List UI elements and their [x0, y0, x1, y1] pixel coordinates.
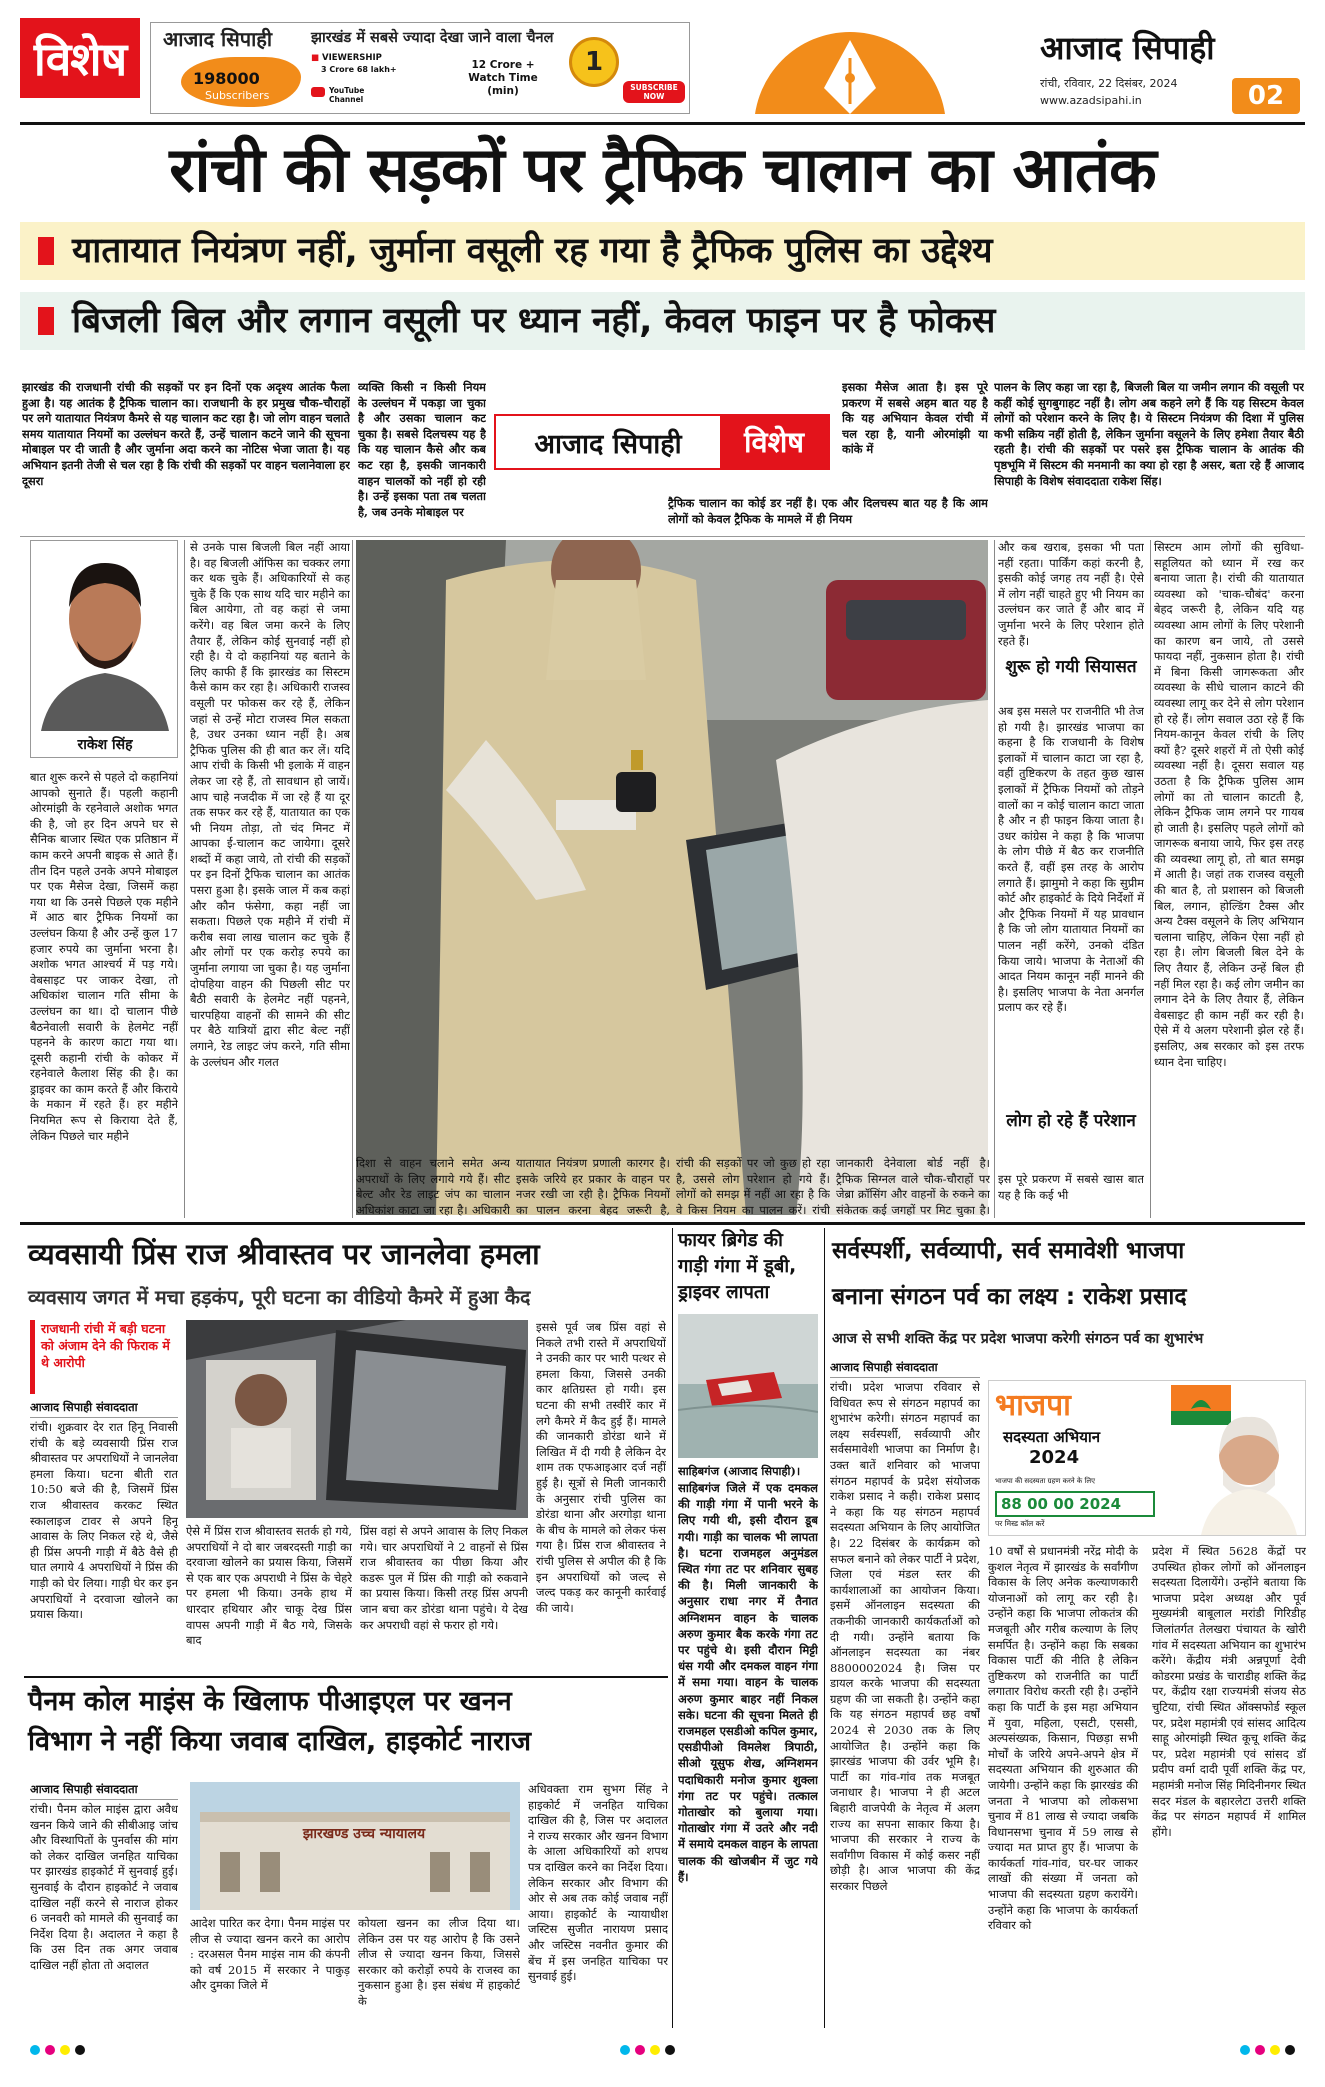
- prince-deck: व्यवसाय जगत में मचा हड़कंप, पूरी घटना का वीडियो कैमरे में हुआ कैद: [28, 1286, 531, 1309]
- prince-headline: व्यवसायी प्रिंस राज श्रीवास्तव पर जानलेवा हमला: [28, 1237, 540, 1271]
- bjp-deck: आज से सभी शक्ति केंद्र पर प्रदेश भाजपा करेगी संगठन पर्व का शुभारंभ: [832, 1331, 1204, 1347]
- lead-intro-4: इसका मैसेज आता है। इस पूरे प्रकरण में सबसे अहम बात यह है कि यह अभियान केवल रांची में चल रहा है, यानी ओरमांझी या कांके में: [842, 380, 988, 457]
- prince-photo: [186, 1320, 528, 1518]
- pen-nib-icon: [740, 18, 960, 114]
- bjp-ad-footer: पर मिस्ड कॉल करें: [995, 1519, 1045, 1528]
- lead-col-d: यातायात नियंत्रण प्रणाली कारगर है। इसके जरिये हर प्रकार के वाहन पर नजर रखी जा रही है। ट्रैफिक नियमों का पालन करना बेहद जरूरी है,: [516, 1156, 670, 1217]
- lead-intro-1: झारखंड की राजधानी रांची की सड़कों पर इन दिनों एक अदृश्य आतंक फैला हुआ है। यह आतंक है ट्रैफिक चालान का। राजधानी के हर प्रमुख चौक-चौराहों पर लगे यातायात नियंत्रण कैमरे से यह चालान कट रहा है। जो लोग वाहन चलाते समय यातायात नियमों का उल्लंघन करते हैं, उन्हें चालान कटने जाने की सूचना मोबाइल पर दी जाती है और जुर्माना अदा करने का नोटिस भेजा जाता है। यह अभियान इतनी तेजी से चल रहा है कि रांची की सड़कों पर वाहन चलानेवाला हर दूसरा: [22, 380, 350, 488]
- mines-headline-1: पैनम कोल माइंस के खिलाफ पीआइएल पर खनन: [28, 1686, 512, 1717]
- lead-photo: [356, 540, 988, 1215]
- bjp-ad-small: भाजपा की सदस्यता ग्रहण करने के लिए: [995, 1477, 1095, 1485]
- mines-col-2: आदेश पारित कर देगा। पैनम माइंस पर लीज से ज्यादा खनन करने का आरोप : दरअसल पैनम माइंस नाम की कंपनी को वर्ष 2015 में सरकार ने पाकुड़ और दुमका जिले में: [190, 1916, 350, 1993]
- bjp-ad-year: 2024: [1029, 1447, 1080, 1468]
- bjp-headline-1: सर्वस्पर्शी, सर्वव्यापी, सर्व समावेशी भाजपा: [832, 1238, 1185, 1264]
- bjp-ad-brand: भाजपा: [995, 1388, 1071, 1423]
- bjp-col-1: रांची। प्रदेश भाजपा रविवार से विधिवत रूप से संगठन महापर्व का शुभारंभ करेगी। संगठन महापर्व का लक्ष्य सर्वस्पर्शी, सर्वव्यापी और सर्वसमावेशी भाजपा का निर्माण है। उक्त बातें शनिवार को भाजपा संगठन महापर्व के प्रदेश संयोजक राकेश प्रसाद ने कही। राकेश प्रसाद ने कहा कि यह संगठन महापर्व सदस्यता अभियान के लिए आयोजित है। 22 दिसंबर के कार्यक्रम को सफल बनाने को लेकर पार्टी ने प्रदेश, जिला एवं मंडल स्तर की कार्यशालाओं का आयोजन किया। इसमें ऑनलाइन सदस्यता की तकनीकी जानकारी कार्यकर्ताओं को दी गयी। उन्होंने बताया कि ऑनलाइन सदस्यता का नंबर 8800002024 है। जिस पर डायल करके भाजपा की सदस्यता ग्रहण की जा सकती है। उन्होंने कहा कि यह संगठन महापर्व छह वर्षों 2024 से 2030 तक के लिए आयोजित है। उन्होंने कहा कि झारखंड भाजपा की उर्वर भूमि है। पार्टी का गांव-गांव तक मजबूत जनाधार है। भाजपा ने ही अटल बिहारी वाजपेयी के नेतृत्व में अलग राज्य का सपना साकार किया है। भाजपा की सरकार ने राज्य के सर्वांगीण विकास में कोई कसर नहीं छोड़ी है। आज भाजपा की केंद्र सरकार पिछले: [830, 1380, 980, 1893]
- prince-col-3: प्रिंस वहां से अपने आवास के लिए निकल गये। चार अपराधियों ने 2 वाहनों से प्रिंस राज श्रीवास्तव का पीछा किया और कडरू पुल में प्रिंस की गाड़ी को रुकवाने का प्रयास किया। किसी तरह प्रिंस अपनी जान बचा कर डोरंडा थाना पहुंचे। ये देख कर अपराधी वहां से फरार हो गये।: [360, 1524, 528, 1632]
- prince-callout-text: राजधानी रांची में बड़ी घटना को अंजाम देने की फिराक में थे आरोपी: [41, 1321, 170, 1370]
- registration-dots-icon: [30, 2040, 90, 2059]
- fire-dateline: साहिबगंज (आजाद सिपाही)।: [678, 1464, 801, 1478]
- prince-byline: आजाद सिपाही संवाददाता: [30, 1400, 178, 1418]
- badge-name: आजाद सिपाही: [534, 428, 682, 460]
- ad-youtube-label: YouTube Channel: [329, 86, 365, 104]
- lead-col-h: सिस्टम आम लोगों की सुविधा-सहूलियत को ध्यान में रख कर बनाया जाता है। रांची की यातायात व्यवस्था को 'चाक-चौबंद' करना बेहद जरूरी है, लेकिन यदि यह व्यवस्था आम लोगों के लिए परेशानी का कारण बन जाये, तो उससे फायदा नहीं, नुकसान होता है। रांची में बिना किसी जागरूकता और व्यवस्था के सीधे चालान काटने की व्यवस्था लागू कर देने से लोग परेशान हो रहे हैं। लोग सवाल उठा रहे हैं कि नियम-कानून केवल रांची के लिए क्यों है? दूसरे शहरों में तो ऐसी कोई व्यवस्था नहीं है। दूसरा सवाल यह उठता है कि ट्रैफिक पुलिस आम लोगों का तो चालान काटती है, लेकिन ट्रैफिक जाम लगने पर गायब हो जाती है। इसलिए पहले लोगों को जागरूक बनाया जाये, फिर इस तरह की व्यवस्था लागू हो, तो बात समझ में आती है। जहां तक राजस्व वसूली की बात है, तो प्रशासन को बिजली बिल, लगान, होल्डिंग टैक्स और अन्य टैक्स वसूलने के लिए अभियान चलाना चाहिए, लेकिन ऐसा नहीं हो रहा है। लोग बिजली बिल देने के लिए तैयार हैं, लेकिन उन्हें बिल ही नहीं मिल रहा है। कई लोग जमीन का लगान देने के लिए तैयार हैं, लेकिन वेबसाइट ही काम नहीं कर रही है। ऐसे में ये अलग परेशानी झेल रहे हैं। इसलिए, अब सरकार को इस तरफ ध्यान देना चाहिए।: [1154, 540, 1304, 1069]
- ad-viewership-value: 3 Crore 68 lakh+: [321, 65, 397, 74]
- subhead-politics: शुरू हो गयी सियासत: [1005, 657, 1137, 677]
- page-number: 02: [1232, 78, 1300, 114]
- bjp-col-2: 10 वर्षों से प्रधानमंत्री नरेंद्र मोदी के कुशल नेतृत्व में झारखंड के सर्वांगीण विकास के लिए अनेक कल्याणकारी योजनाओं को लागू कर रही है। उन्होंने कहा कि भाजपा लोकतंत्र की मजबूती और गरीब कल्याण के लिए समर्पित है। उन्होंने कहा कि सबका विकास पार्टी की नीति है लेकिन तुष्टिकरण को राजनीति का पार्टी लगातार विरोध करती रही है। उन्होंने कहा कि पार्टी के इस महा अभियान में युवा, महिला, एसटी, एससी, अल्पसंख्यक, किसान, पिछड़ा सभी मोर्चों के जरिये अपने-अपने क्षेत्र में सदस्यता अभियान की शुरुआत की जायेगी। उन्होंने कहा कि झारखंड की जनता ने भाजपा को लोकसभा चुनाव में 81 लाख से ज्यादा जबकि विधानसभा चुनाव में 59 लाख से ज्यादा मत प्राप्त हुए हैं। भाजपा के कार्यकर्ता गांव-गांव, घर-घर जाकर लाखों की संख्या में जनता को भाजपा की सदस्यता ग्रहण करायेंगे। उन्होंने कहा कि भाजपा के कार्यकर्ता रविवार को: [988, 1544, 1138, 1933]
- bjp-ad-number[interactable]: 88 00 00 2024: [995, 1491, 1155, 1517]
- bjp-ad-title: सदस्यता अभियान: [1003, 1428, 1101, 1446]
- date-line: रांची, रविवार, 22 दिसंबर, 2024: [1040, 77, 1178, 90]
- lead-col-g3: इस पूरे प्रकरण में सबसे खास बात यह है कि कई भी: [998, 1172, 1144, 1202]
- bullet-icon: [38, 237, 54, 265]
- lead-col-a: बात शुरू करने से पहले दो कहानियां आपको सुनाते हैं। पहली कहानी ओरमांझी के रहनेवाले अशोक भगत की है, जो हर दिन अपने घर से सैनिक बाजार स्थित एक प्रतिष्ठान में काम करने अपनी बाइक से आते हैं। तीन दिन पहले उनके अपने मोबाइल पर एक मैसेज देखा, जिसमें कहा गया था कि उनसे पिछले एक महीने में आठ बार ट्रैफिक नियमों का उल्लंघन किया है और उन्हें कुल 17 हजार रुपये का जुर्माना भरना है। अशोक भगत आश्चर्य में पड़ गये। वेबसाइट पर जाकर देखा, तो अधिकांश चालान गति सीमा के उल्लंघन का था। दो चालान पीछे बैठनेवाली सवारी के हेलमेट नहीं पहनने के कारण काटा गया था। दूसरी कहानी रांची के कोकर में रहनेवाले कैलाश सिंह की है। का ड्राइवर का काम करते हैं और किराये के मकान में रहते हैं। हर महीने नियमित रूप से किराया देते हैं, लेकिन पिछले चार महीने: [30, 770, 178, 1143]
- lead-col-b: से उनके पास बिजली बिल नहीं आया है। वह बिजली ऑफिस का चक्कर लगा कर थक चुके हैं। अधिकारियों से कह चुके हैं कि एक साथ यदि चार महीने का बिल आयेगा, तो वह कहां से जमा करेंगे। वह बिल जमा करने के लिए तैयार हैं, लेकिन कोई सुनवाई नहीं हो रही है। ये दो कहानियां यह बताने के लिए काफी हैं कि झारखंड का सिस्टम कैसे काम कर रहा है। अधिकारी राजस्व वसूली पर फोकस कर रहे हैं, लेकिन जहां से उन्हें मोटा राजस्व मिल सकता है, उधर उनका ध्यान नहीं है। अब ट्रैफिक पुलिस की ही बात कर लें। यदि आप रांची के किसी भी इलाके में वाहन लेकर जा रहे हैं, तो सावधान हो जायें। आप चाहे नजदीक में जा रहे हैं या दूर तक सफर कर रहे हैं, यातायात का एक भी नियम तोड़ा, तो चंद मिनट में आपका ई-चालान कट जायेगा। दूसरे शब्दों में कहा जाये, तो रांची की सड़कों पर इन दिनों ट्रैफिक चालान का आतंक पसरा हुआ है। इसके जाल में कब कहां और कौन फंसेगा, कहा नहीं जा सकता। पिछले एक महीने में रांची में करीब सवा लाख चालान कट चुके हैं और लोगों पर एक करोड़ रुपये का जुर्माना लगाया जा चुका है। यह जुर्माना दोपहिया वाहन की पिछली सीट पर बैठी सवारी के हेलमेट नहीं पहनने, चारपहिया वाहनों की सामने की सीट पर बैठे यात्रियों द्वारा सीट बेल्ट नहीं लगाने, रेड लाइट जंप करने, गति सीमा के उल्लंघन और गलत: [190, 540, 350, 1069]
- lead-intro-2b: [492, 496, 662, 532]
- subhead-people: लोग हो रहे हैं परेशान: [1006, 1111, 1136, 1131]
- lead-intro-2: व्यक्ति किसी न किसी नियम के उल्लंघन में पकड़ा जा चुका है और उसका चालान कट चुका है। सबसे दिलचस्प यह है कि यह चालान कैसे और कब कट रहा है, इसकी जानकारी वाहन चालकों को नहीं हो रही है। उन्हें इसका पता तब चलता है, जब उनके मोबाइल पर: [358, 380, 486, 519]
- lead-col-g1: और कब खराब, इसका भी पता नहीं रहता। पार्किंग कहां करनी है, इसकी कोई जगह तय नहीं है। ऐसे में लोग नहीं चाहते हुए भी नियम का उल्लंघन कर जाते हैं और बाद में जुर्माना भरने के लिए परेशान होते रहते हैं।: [998, 540, 1144, 648]
- lead-col-g2: अब इस मसले पर राजनीति भी तेज हो गयी है। झारखंड भाजपा का कहना है कि राजधानी के विशेष इलाकों में चालान काटा जा रहा है, वहीं तुष्टिकरण के तहत कुछ खास इलाकों में ट्रैफिक नियमों को तोड़ने वालों का न कोई चालान काटा जाता है और न ही फाइन किया जाता है। उधर कांग्रेस ने कहा है कि भाजपा के लोग पीछे में बैठ कर राजनीति करते हैं, वहीं इस तरह के आरोप लगाते हैं। झामुमो ने कहा कि सुप्रीम कोर्ट और हाइकोर्ट के दिये निर्देशों में और ट्रैफिक नियमों में यह प्रावधान है कि जो लोग यातायात नियमों का पालन नहीं करेंगे, उनको दंडित किया जाये। भाजपा के नेताओं की आदत नियम कानून नहीं मानने की है। इसलिए भाजपा के नेता अनर्गल प्रलाप कर रहे हैं।: [998, 704, 1144, 1015]
- prince-col-2: ऐसे में प्रिंस राज श्रीवास्तव सतर्क हो गये, अपराधियों ने दो बार जबरदस्ती गाड़ी का दरवाजा खोलने का प्रयास किया, जिसमें से एक बार एक अपराधी ने प्रिंस के चेहरे पर हमला भी किया। उनके हाथ में धारदार हथियार और चाकू देख प्रिंस वापस अपनी गाड़ी में बैठ गये, जिसके बाद: [186, 1524, 352, 1648]
- mines-photo: [190, 1782, 520, 1910]
- ad-subscriber-count: 198000: [193, 69, 260, 88]
- bjp-headline-2: बनाना संगठन पर्व का लक्ष्य : राकेश प्रसाद: [832, 1284, 1187, 1310]
- fire-text: साहिबगंज जिले में एक दमकल की गाड़ी गंगा में पानी भरने के लिए गयी थी, इसी दौरान डूब गयी। गाड़ी का चालक भी लापता है। घटना राजमहल अनुमंडल स्थित गंगा तट पर शनिवार सुबह की है। मिली जानकारी के अनुसार राधा नगर में तैनात अग्निशमन वाहन के चालक अरुण कुमार बैक करके गंगा तट पर पहुंचे थे। इसी दौरान मिट्टी धंस गयी और दमकल वाहन गंगा में समा गया। वाहन के चालक अरुण कुमार बाहर नहीं निकल सके। घटना की सूचना मिलते ही राजमहल एसडीओ कपिल कुमार, एसडीपीओ विमलेश त्रिपाठी, सीओ यूसुफ शेख, अग्निशमन पदाधिकारी मनोज कुमार शुक्ला गंगा तट पर पहुंचे। तत्काल गोताखोर को बुलाया गया। गोताखोर गंगा में उतरे और नदी में समाये दमकल वाहन के लापता चालक की खोजबीन में जुट गये हैं।: [678, 1481, 818, 1884]
- lead-deck-2: [20, 292, 1305, 350]
- fire-headline: फायर ब्रिगेड की गाड़ी गंगा में डूबी, ड्राइवर लापता: [678, 1230, 797, 1303]
- website-url[interactable]: www.azadsipahi.in: [1040, 94, 1142, 107]
- lotus-icon: [1171, 1385, 1301, 1535]
- paper-name: आजाद सिपाही: [1040, 29, 1215, 67]
- bjp-byline: आजाद सिपाही संवाददाता: [830, 1360, 980, 1378]
- deck-2-text: बिजली बिल और लगान वसूली पर ध्यान नहीं, केवल फाइन पर है फोकस: [72, 301, 996, 341]
- registration-dots-icon: [620, 2040, 680, 2059]
- registration-dots-icon: [1240, 2040, 1300, 2059]
- author-photo: [30, 540, 178, 758]
- lead-intro-3: ट्रैफिक चालान का कोई डर नहीं है। एक और दिलचस्प बात यह है कि आम लोगों को केवल ट्रैफिक के मामले में ही नियम: [668, 496, 988, 526]
- ad-watch-time: 12 Crore + Watch Time (min): [468, 59, 538, 97]
- lead-headline: रांची की सड़कों पर ट्रैफिक चालान का आतंक: [169, 133, 1156, 206]
- mines-col-1: रांची। पैनम कोल माइंस द्वारा अवैध खनन किये जाने की सीबीआइ जांच और विस्थापितों के पुनर्वास की मांग को लेकर दाखिल जनहित याचिका पर झारखंड हाइकोर्ट में सुनवाई हुई। सुनवाई के दौरान हाइकोर्ट ने जवाब दाखिल नहीं करने से नाराज होकर 6 जनवरी को मामले की सुनवाई का निर्देश दिया है। अदालत ने कहा है कि उस दिन तक अगर जवाब दाखिल नहीं होता तो अदालत: [30, 1802, 178, 1972]
- bullet-icon: [38, 307, 54, 335]
- author-name: राकेश सिंह: [31, 731, 178, 758]
- rank-badge-icon: [569, 37, 619, 87]
- prince-col-1: रांची। शुक्रवार देर रात हिनू निवासी रांची के बड़े व्यवसायी प्रिंस राज श्रीवास्तव पर अपराधियों ने जानलेवा हमला किया। घटना बीती रात 10:50 बजे की है, जिसमें प्रिंस राज श्रीवास्तव करकट स्थित स्कालाइज टावर से अपने हिनू आवास के लिए निकल रहे थे, जैसे ही प्रिंस अपनी गाड़ी में बैठे वैसे ही घात लगाये 4 अपराधियों ने प्रिंस की गाड़ी को घेर लिया। गाड़ी घेर कर इन अपराधियों ने दरवाजा खोलने का प्रयास किया।: [30, 1420, 178, 1622]
- special-badge: [494, 414, 830, 470]
- bjp-col-3: प्रदेश में स्थित 5628 केंद्रों पर उपस्थित होकर लोगों को ऑनलाइन सदस्यता दिलायेंगे। उन्होंने बताया कि भाजपा प्रदेश अध्यक्ष और पूर्व मुख्यमंत्री बाबूलाल मरांडी गिरिडीह जिलांतर्गत तेलखरा पंचायत के खोरी गांव में सदस्यता अभियान का शुभारंभ करेंगे। केंद्रीय मंत्री अन्नपूर्णा देवी कोडरमा प्रखंड के चाराडीह शक्ति केंद्र पर, केंद्रीय रक्षा राज्यमंत्री संजय सेठ चुटिया, रांची स्थित ऑक्सफोर्ड स्कूल पर, प्रदेश महामंत्री एवं सांसद आदित्य साहू ओरमांझी स्थित कूचू शक्ति केंद्र पर, प्रदेश महामंत्री एवं सांसद डॉ प्रदीप वर्मा दादी पूर्वी शक्ति केंद्र पर, महामंत्री मनोज सिंह मिदिनीनगर स्थित सदर मंडल के बहारलेटा उत्तरी शक्ति केंद्र पर संगठन महापर्व में शामिल होंगे।: [1152, 1544, 1306, 1839]
- avatar: [31, 541, 178, 731]
- mines-col-3: कोयला खनन का लीज दिया था। लेकिन उस पर यह आरोप है कि उसने लीज से ज्यादा खनन किया, जिससे सरकार को करोड़ों रुपये के राजस्व का नुकसान हुआ है। इस संबंध में हाइकोर्ट के: [358, 1916, 520, 2008]
- deck-1-text: यातायात नियंत्रण नहीं, जुर्माना वसूली रह गया है ट्रैफिक पुलिस का उद्देश्य: [72, 231, 993, 271]
- building-sign: झारखण्ड उच्च न्यायालय: [302, 1826, 426, 1842]
- ad-viewership-label: ■ VIEWERSHIP: [311, 53, 382, 63]
- fire-photo: [678, 1314, 818, 1458]
- mines-byline: आजाद सिपाही संवाददाता: [30, 1782, 178, 1800]
- youtube-icon: [311, 87, 325, 97]
- lead-col-c: दिशा से वाहन चलाने समेत अन्य अपराधों के लिए लगाये गये हैं। सीट बेल्ट और रेड लाइट जंप का चालान अधिकांश काटा जा रहा है। अधिकारी: [356, 1156, 510, 1217]
- subscribe-button[interactable]: SUBSCRIBE NOW: [623, 81, 685, 103]
- ad-subscriber-label: Subscribers: [205, 89, 270, 102]
- lead-col-f: जानकारी देनेवाला बोर्ड नहीं है। ट्रैफिक सिग्नल वाले चौक-चौराहों पर जेब्रा क्रॉसिंग और वाहनों के रुकने का संकेतक कई जगहों पर मिट चुका है।: [836, 1156, 990, 1217]
- badge-tag: विशेष: [720, 416, 828, 468]
- lead-deck-1: [20, 222, 1305, 280]
- ad-brand: आजाद सिपाही: [163, 27, 273, 51]
- bjp-membership-ad[interactable]: [988, 1380, 1306, 1536]
- lead-col-e: रांची की सड़कों पर जो कुछ हो रहा है, उससे लोग परेशान हो गये हैं। लोगों को समझ में नहीं आ रहा है कि वे किस नियम का पालन करें। रांची: [676, 1156, 830, 1217]
- ad-tagline: झारखंड में सबसे ज्यादा देखा जाने वाला चैनल: [311, 30, 554, 46]
- prince-col-4: इससे पूर्व जब प्रिंस वहां से निकले तभी रास्ते में अपराधियों ने उनकी कार पर भारी पत्थर से हमला किया, जिससे उनकी कार क्षतिग्रस्त हो गयी। इस घटना की सभी तस्वीरें कार में लगे कैमरे में कैद हुई हैं। मामले की जानकारी डोरंडा थाने में लिखित में दी गयी है लेकिन देर शाम तक एफआइआर दर्ज नहीं हुई है। सूत्रों से मिली जानकारी के अनुसार रांची पुलिस का डोरंडा थाना और अरगोड़ा थाना के बीच के मामले को लेकर फंस गया है। प्रिंस राज श्रीवास्तव ने रांची पुलिस से अपील की है कि इन अपराधियों को जल्द से जल्द पकड़ कर कानूनी कार्रवाई की जाये।: [536, 1320, 666, 1615]
- mines-col-4: अधिवक्ता राम सुभग सिंह ने हाइकोर्ट में जनहित याचिका दाखिल की है, जिस पर अदालत ने राज्य सरकार और खनन विभाग के आला अधिकारियों को शपथ पत्र दाखिल करने का निर्देश दिया। लेकिन सरकार और विभाग की ओर से अब तक कोई जवाब नहीं आया। हाइकोर्ट के न्यायाधीश जस्टिस सुजीत नारायण प्रसाद और जस्टिस नवनीत कुमार की बेंच में इस जनहित याचिका पर सुनवाई हुई।: [528, 1782, 668, 1984]
- section-label: विशेष: [20, 18, 140, 98]
- channel-ad[interactable]: [150, 22, 690, 114]
- mines-headline-2: विभाग ने नहीं किया जवाब दाखिल, हाइकोर्ट नाराज: [28, 1726, 532, 1757]
- rank-number: 1: [584, 47, 604, 77]
- lead-intro-5: पालन के लिए कहा जा रहा है, बिजली बिल या जमीन लगान की वसूली पर कहीं कोई सुगबुगाहट नहीं है। लोग अब कहने लगे हैं कि यह सिस्टम केवल लोगों को परेशान करने के लिए है। ये सिस्टम नियंत्रण की दिशा में पुलिस कभी सक्रिय नहीं होती है, लेकिन जुर्माना वसूलने के लिए हमेशा तैयार बैठी रहती है। रांची की सड़कों पर पसरे इस ट्रैफिक चालान के आतंक की पृष्ठभूमि में सिस्टम की मनमानी का क्या हो रहा है असर, बता रहे हैं आजाद सिपाही के विशेष संवाददाता राकेश सिंह।: [994, 380, 1304, 488]
- prince-callout: [30, 1320, 178, 1394]
